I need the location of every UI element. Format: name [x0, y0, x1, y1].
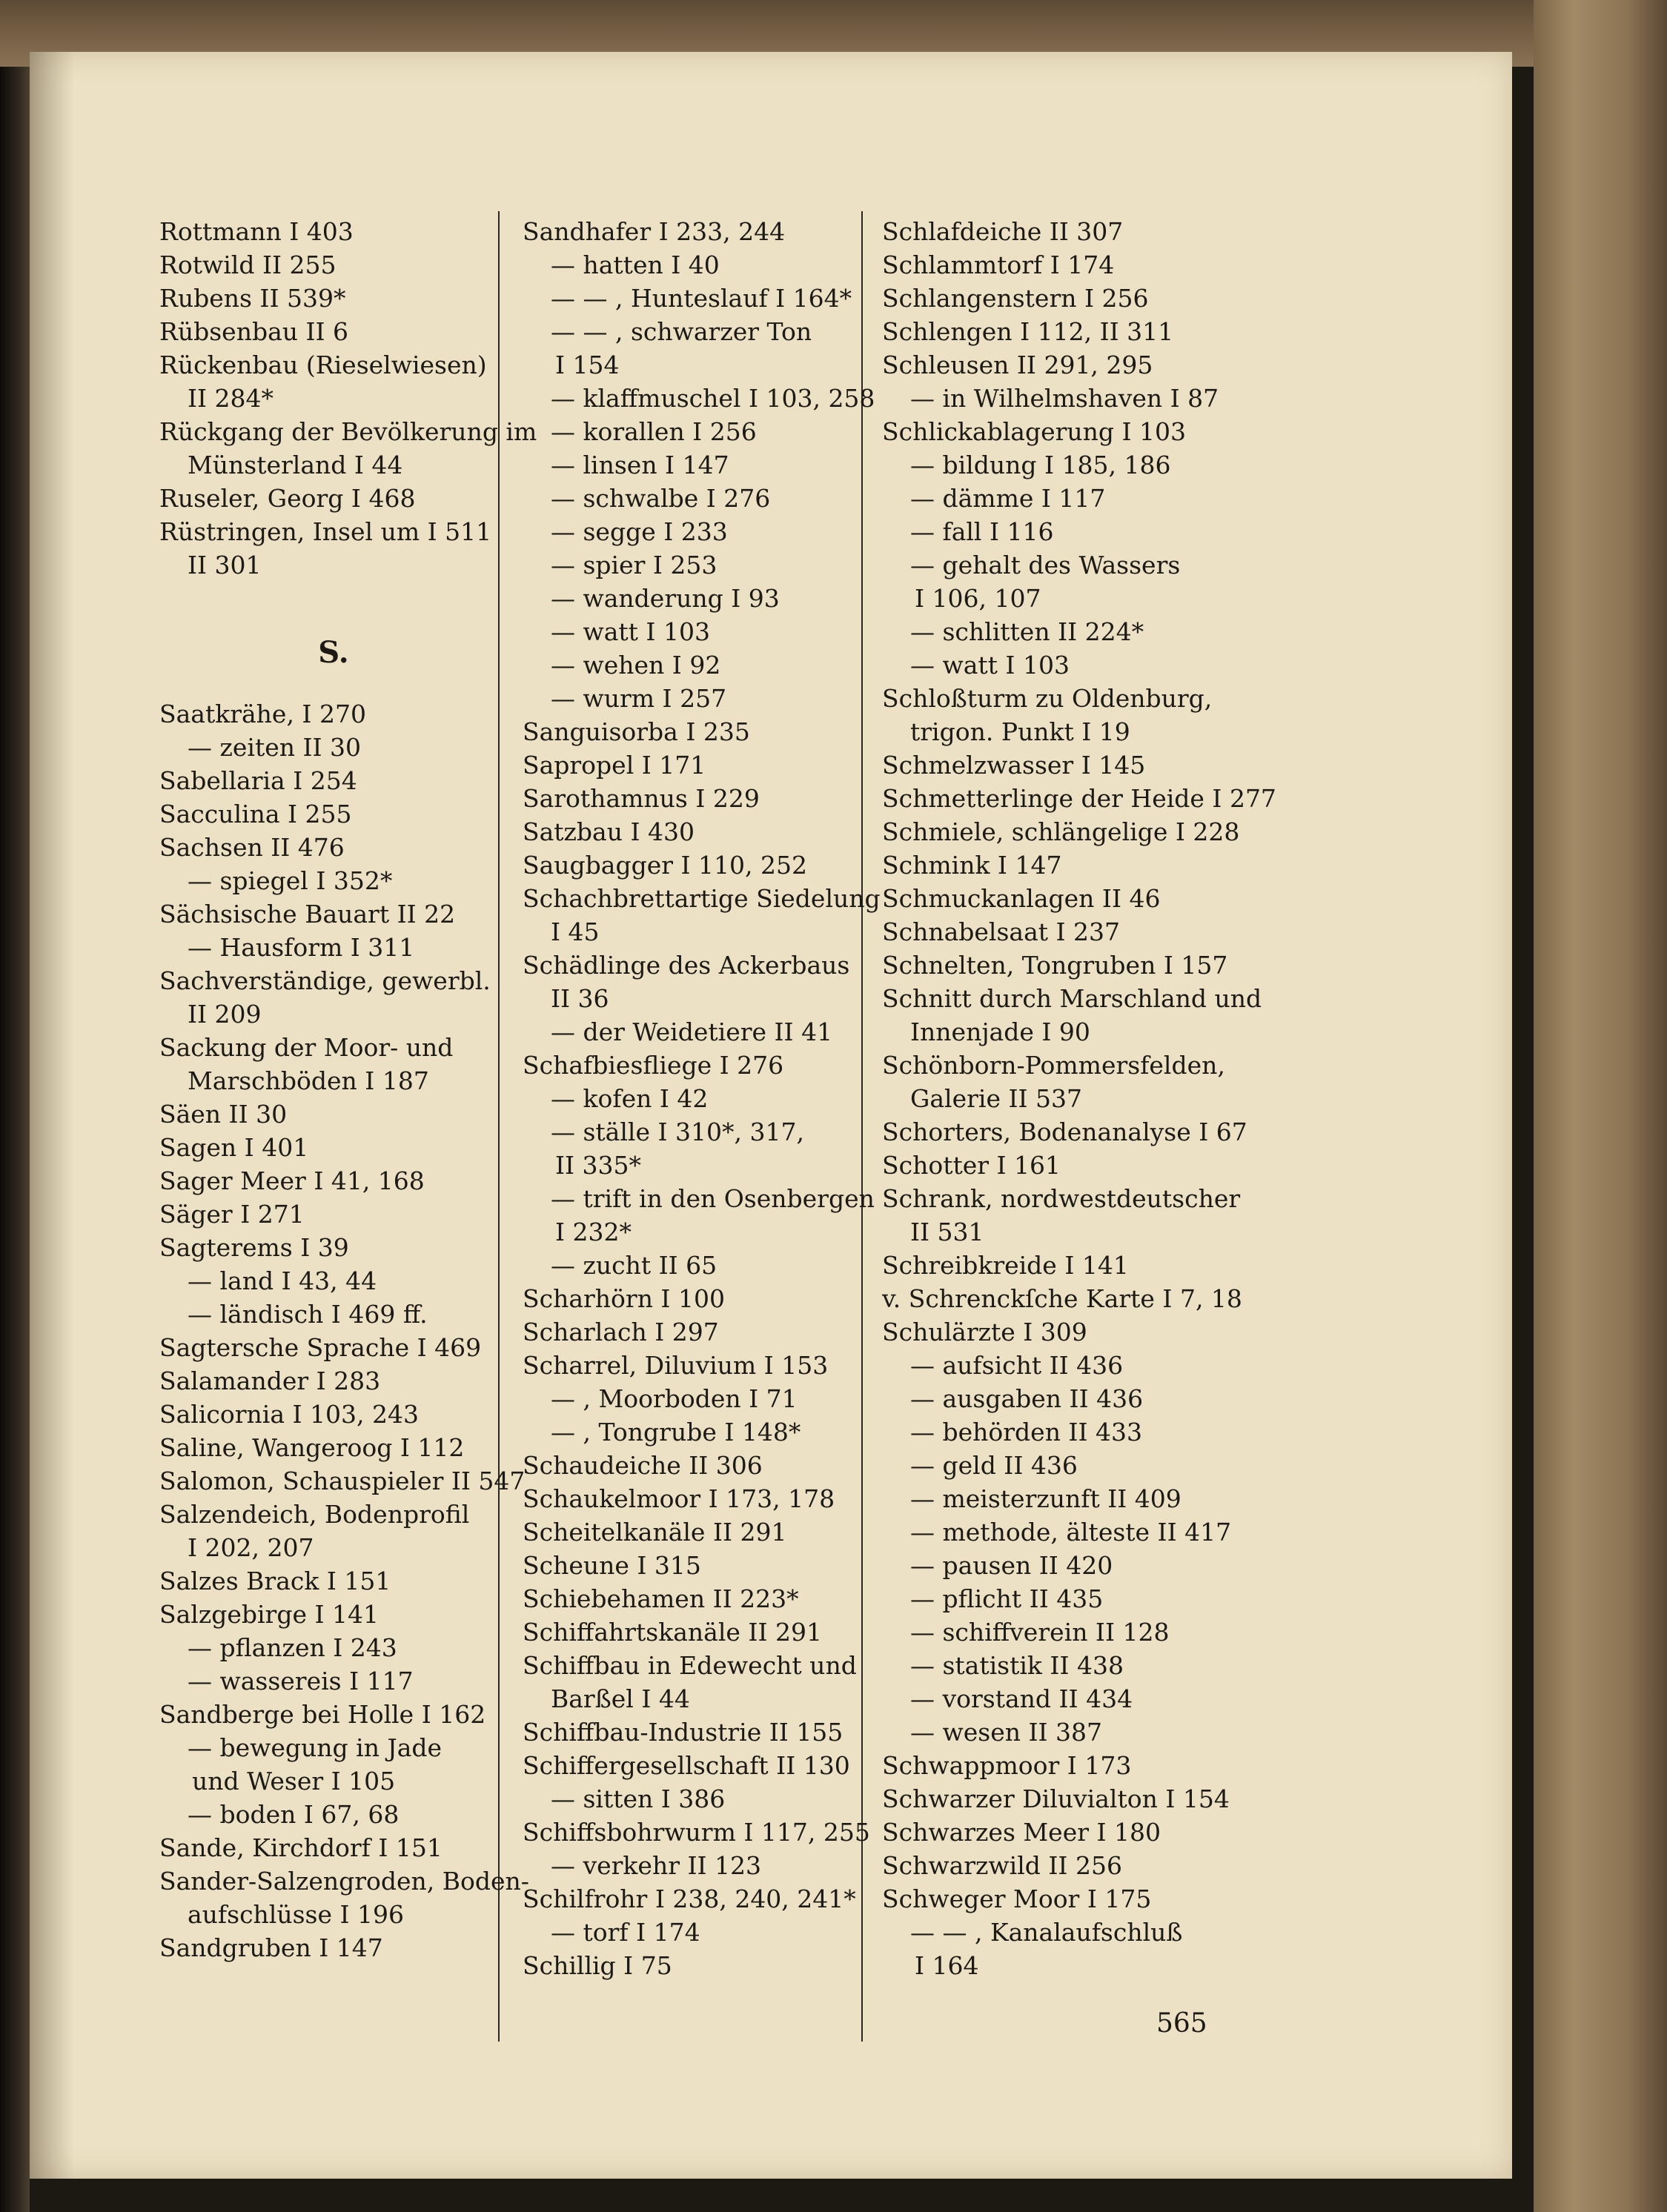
- index-subentry: — watt I 103: [910, 651, 1070, 680]
- cover-right-edge: [1534, 0, 1667, 2212]
- index-column-2: [523, 215, 881, 1982]
- index-subentry: I 154: [555, 351, 620, 379]
- index-entry: Salomon, Schauspieler II 547: [159, 1467, 526, 1495]
- index-subentry: — dämme I 117: [910, 484, 1106, 513]
- index-entry: Sarothamnus I 229: [523, 784, 760, 813]
- index-entry: Rottmann I 403: [159, 217, 354, 246]
- index-subentry: — , Moorboden I 71: [551, 1384, 798, 1413]
- index-entry: Satzbau I 430: [523, 817, 695, 846]
- index-subentry: — torf I 174: [551, 1918, 700, 1947]
- index-subentry: — segge I 233: [551, 517, 728, 546]
- index-subentry: — fall I 116: [910, 517, 1054, 546]
- index-subentry: — vorstand II 434: [910, 1684, 1133, 1713]
- book-spine: [0, 0, 30, 2212]
- index-subentry: Innenjade I 90: [910, 1017, 1090, 1046]
- index-entry: Sacculina I 255: [159, 800, 352, 828]
- index-entry: Schnabelsaat I 237: [882, 917, 1121, 946]
- index-entry: Schulärzte I 309: [882, 1318, 1087, 1346]
- index-entry: Schädlinge des Ackerbaus: [523, 951, 850, 980]
- index-subentry: I 202, 207: [188, 1533, 314, 1562]
- index-entry: Schmuckanlagen II 46: [882, 884, 1161, 913]
- index-subentry: — klaffmuschel I 103, 258: [551, 384, 875, 413]
- index-subentry: — in Wilhelmshaven I 87: [910, 384, 1219, 413]
- index-subentry: — linsen I 147: [551, 451, 729, 479]
- index-subentry: — schiffverein II 128: [910, 1618, 1170, 1647]
- index-entry: Schlangenstern I 256: [882, 284, 1149, 313]
- index-entry: Schotter I 161: [882, 1151, 1061, 1180]
- index-entry: Rückgang der Bevölkerung im: [159, 417, 537, 446]
- index-entry: Salzes Brack I 151: [159, 1567, 391, 1595]
- index-subentry: Barßel I 44: [551, 1684, 690, 1713]
- index-entry: Rübsenbau II 6: [159, 317, 349, 346]
- index-entry: Schloßturm zu Oldenburg,: [882, 684, 1213, 713]
- index-subentry: — sitten I 386: [551, 1784, 726, 1813]
- index-subentry: — bewegung in Jade: [188, 1733, 443, 1762]
- index-subentry: — hatten I 40: [551, 250, 720, 279]
- index-entry: Schwarzer Diluvialton I 154: [882, 1784, 1230, 1813]
- index-entry: Rüstringen, Insel um I 511: [159, 517, 492, 546]
- index-entry: Schweger Moor I 175: [882, 1884, 1152, 1913]
- index-entry: Schwarzes Meer I 180: [882, 1818, 1161, 1847]
- index-subentry: — wanderung I 93: [551, 584, 780, 613]
- index-subentry: — behörden II 433: [910, 1418, 1142, 1447]
- index-entry: Schmink I 147: [882, 851, 1062, 880]
- index-subentry: — ländisch I 469 ff.: [188, 1300, 428, 1329]
- index-subentry: — der Weidetiere II 41: [551, 1017, 833, 1046]
- index-subentry: — wassereis I 117: [188, 1667, 414, 1695]
- index-subentry: II 209: [188, 1000, 262, 1029]
- index-subentry: — spier I 253: [551, 551, 717, 579]
- index-entry: Schmelzwasser I 145: [882, 751, 1146, 780]
- index-entry: Scharlach I 297: [523, 1318, 719, 1346]
- index-entry: Schachbrettartige Siedelung: [523, 884, 881, 913]
- index-subentry: — , Tongrube I 148*: [551, 1418, 801, 1447]
- index-entry: Sachsen II 476: [159, 833, 345, 862]
- index-subentry: Galerie II 537: [910, 1084, 1083, 1113]
- index-entry: Scheune I 315: [523, 1551, 701, 1580]
- index-subentry: — ställe I 310*, 317,: [551, 1117, 804, 1146]
- index-subentry: I 232*: [555, 1218, 632, 1246]
- index-subentry: I 164: [915, 1951, 979, 1980]
- index-entry: Schleusen II 291, 295: [882, 351, 1153, 379]
- index-subentry: — meisterzunft II 409: [910, 1484, 1182, 1513]
- index-subentry: I 45: [551, 917, 600, 946]
- index-subentry: — wesen II 387: [910, 1718, 1103, 1747]
- index-subentry: — pflanzen I 243: [188, 1633, 397, 1662]
- index-subentry: II 531: [910, 1218, 984, 1246]
- index-subentry: — Hausform I 311: [188, 933, 415, 962]
- index-entry: Rückenbau (Rieselwiesen): [159, 351, 487, 379]
- index-entry: Salzendeich, Bodenprofil: [159, 1500, 470, 1529]
- index-entry: Scheitelkanäle II 291: [523, 1518, 787, 1547]
- index-subentry: — spiegel I 352*: [188, 866, 393, 895]
- index-subentry: — — , schwarzer Ton: [551, 317, 812, 346]
- index-subentry: — methode, älteste II 417: [910, 1518, 1232, 1547]
- index-entry: Schnitt durch Marschland und: [882, 984, 1262, 1013]
- index-subentry: — wurm I 257: [551, 684, 727, 713]
- index-entry: Sagtersche Sprache I 469: [159, 1333, 482, 1362]
- index-subentry: — schwalbe I 276: [551, 484, 771, 513]
- index-subentry: aufschlüsse I 196: [188, 1900, 405, 1929]
- index-entry: Schnelten, Tongruben I 157: [882, 951, 1228, 980]
- index-entry: Sächsische Bauart II 22: [159, 900, 456, 929]
- index-subentry: II 335*: [555, 1151, 642, 1180]
- index-entry: Schiffsbohrwurm I 117, 255: [523, 1818, 870, 1847]
- index-subentry: — wehen I 92: [551, 651, 721, 680]
- index-entry: Scharrel, Diluvium I 153: [523, 1351, 829, 1380]
- index-entry: Schaukelmoor I 173, 178: [523, 1484, 835, 1513]
- index-entry: Sabellaria I 254: [159, 766, 357, 795]
- index-column-1: [159, 215, 537, 1964]
- index-entry: Rubens II 539*: [159, 284, 346, 313]
- index-entry: Schlammtorf I 174: [882, 250, 1115, 279]
- index-entry: Schrank, nordwestdeutscher: [882, 1184, 1241, 1213]
- index-subentry: — korallen I 256: [551, 417, 757, 446]
- index-entry: Sande, Kirchdorf I 151: [159, 1833, 443, 1862]
- book-page: [30, 52, 1512, 2179]
- index-column-3: [882, 215, 1276, 1982]
- index-entry: Schönborn-Pommersfelden,: [882, 1051, 1225, 1080]
- index-entry: Saugbagger I 110, 252: [523, 851, 807, 880]
- index-entry: Schwappmoor I 173: [882, 1751, 1132, 1780]
- index-entry: Schlengen I 112, II 311: [882, 317, 1174, 346]
- index-subentry: — — , Kanalaufschluß: [910, 1918, 1183, 1947]
- index-entry: Sander-Salzengroden, Boden-: [159, 1867, 529, 1896]
- index-entry: Schiffbau in Edewecht und: [523, 1651, 857, 1680]
- index-entry: Säger I 271: [159, 1200, 305, 1229]
- index-entry: Schiffbau-Industrie II 155: [523, 1718, 844, 1747]
- index-entry: Schaudeiche II 306: [523, 1451, 763, 1480]
- index-entry: Schwarzwild II 256: [882, 1851, 1122, 1880]
- index-subentry: II 36: [551, 984, 609, 1013]
- index-entry: Schiffahrtskanäle II 291: [523, 1618, 822, 1647]
- index-subentry: II 301: [188, 551, 262, 579]
- index-subentry: — ausgaben II 436: [910, 1384, 1144, 1413]
- index-subentry: — schlitten II 224*: [910, 617, 1144, 646]
- index-subentry: — aufsicht II 436: [910, 1351, 1124, 1380]
- index-subentry: — statistik II 438: [910, 1651, 1124, 1680]
- index-subentry: — verkehr II 123: [551, 1851, 762, 1880]
- section-heading: S.: [318, 635, 349, 670]
- index-entry: Salamander I 283: [159, 1366, 381, 1395]
- gutter-shadow: [30, 52, 74, 2179]
- index-subentry: — kofen I 42: [551, 1084, 709, 1113]
- index-entry: Sagen I 401: [159, 1133, 309, 1162]
- index-subentry: — pausen II 420: [910, 1551, 1113, 1580]
- index-subentry: I 106, 107: [915, 584, 1041, 613]
- index-entry: Sandgruben I 147: [159, 1933, 383, 1962]
- page-number: 565: [1156, 2008, 1207, 2039]
- index-subentry: — zeiten II 30: [188, 733, 362, 762]
- index-subentry: — zucht II 65: [551, 1251, 717, 1280]
- index-entry: Säen II 30: [159, 1100, 288, 1129]
- index-entry: Schlafdeiche II 307: [882, 217, 1124, 246]
- index-subentry: II 284*: [188, 384, 274, 413]
- index-entry: Schorters, Bodenanalyse I 67: [882, 1117, 1247, 1146]
- index-subentry: — watt I 103: [551, 617, 710, 646]
- index-entry: Schiebehamen II 223*: [523, 1584, 799, 1613]
- index-subentry: Münsterland I 44: [188, 451, 403, 479]
- index-entry: Schreibkreide I 141: [882, 1251, 1129, 1280]
- index-entry: Sagterems I 39: [159, 1233, 349, 1262]
- index-entry: Schmiele, schlängelige I 228: [882, 817, 1240, 846]
- index-subentry: — boden I 67, 68: [188, 1800, 400, 1829]
- index-entry: Schafbiesfliege I 276: [523, 1051, 784, 1080]
- index-entry: v. Schrenckſche Karte I 7, 18: [882, 1284, 1242, 1313]
- index-entry: Schillig I 75: [523, 1951, 672, 1980]
- index-entry: Schmetterlinge der Heide I 277: [882, 784, 1276, 813]
- index-entry: Sapropel I 171: [523, 751, 706, 780]
- index-entry: Saline, Wangeroog I 112: [159, 1433, 465, 1462]
- index-entry: Scharhörn I 100: [523, 1284, 725, 1313]
- index-subentry: trigon. Punkt I 19: [910, 717, 1130, 746]
- index-entry: Saatkrähe, I 270: [159, 700, 366, 728]
- index-subentry: — — , Hunteslauf I 164*: [551, 284, 852, 313]
- index-subentry: — pflicht II 435: [910, 1584, 1104, 1613]
- index-subentry: — trift in den Osenbergen: [551, 1184, 875, 1213]
- index-subentry: Marschböden I 187: [188, 1066, 429, 1095]
- index-entry: Schilfrohr I 238, 240, 241*: [523, 1884, 856, 1913]
- index-subentry: — gehalt des Wassers: [910, 551, 1181, 579]
- index-entry: Sandhafer I 233, 244: [523, 217, 786, 246]
- index-entry: Schlickablagerung I 103: [882, 417, 1187, 446]
- index-entry: Sanguisorba I 235: [523, 717, 750, 746]
- index-subentry: — geld II 436: [910, 1451, 1078, 1480]
- index-subentry: — bildung I 185, 186: [910, 451, 1171, 479]
- index-subentry: und Weser I 105: [192, 1767, 396, 1796]
- index-entry: Rotwild II 255: [159, 250, 337, 279]
- index-entry: Sager Meer I 41, 168: [159, 1166, 425, 1195]
- index-subentry: — land I 43, 44: [188, 1266, 377, 1295]
- index-entry: Sackung der Moor- und: [159, 1033, 454, 1062]
- index-entry: Salicornia I 103, 243: [159, 1400, 419, 1429]
- index-entry: Schiffergesellschaft II 130: [523, 1751, 850, 1780]
- index-entry: Sachverständige, gewerbl.: [159, 966, 491, 995]
- index-entry: Sandberge bei Holle I 162: [159, 1700, 486, 1729]
- index-entry: Ruseler, Georg I 468: [159, 484, 416, 513]
- index-entry: Salzgebirge I 141: [159, 1600, 379, 1629]
